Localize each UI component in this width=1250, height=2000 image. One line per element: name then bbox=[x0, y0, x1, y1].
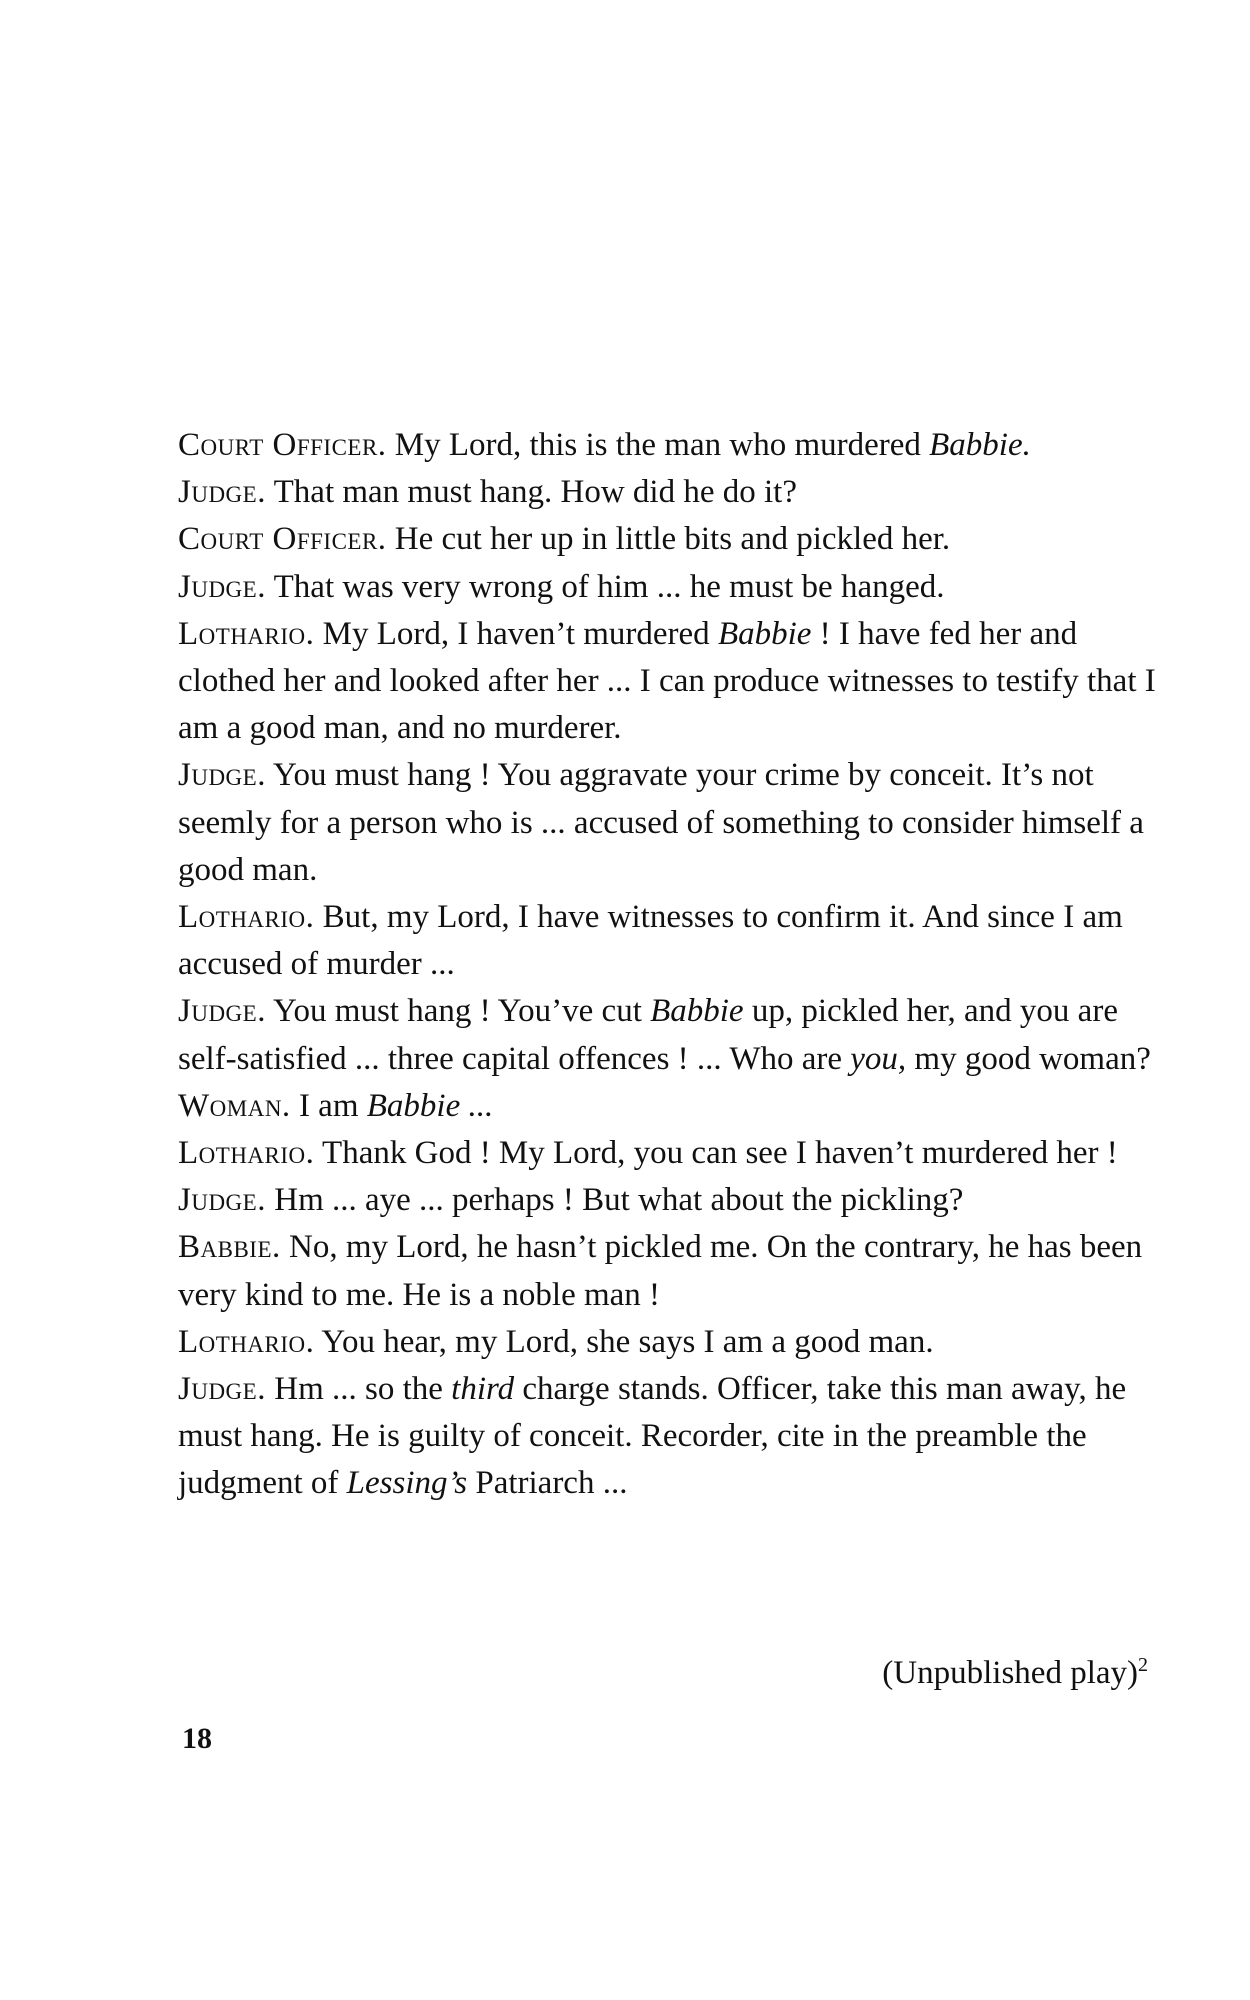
speaker-name: Judge. bbox=[178, 474, 266, 511]
speaker-name: Judge. bbox=[178, 757, 266, 794]
page-number: 18 bbox=[182, 1722, 212, 1755]
speech-text: My Lord, this is the man who murdered Babbie. bbox=[386, 427, 1031, 463]
italic-text: Babbie ... bbox=[366, 1087, 494, 1124]
speech-text: That was very wrong of him ... he must be hanged. bbox=[265, 568, 945, 605]
italic-text: third bbox=[451, 1371, 515, 1408]
speech-text: No, my Lord, he hasn’t pickled me. On the contrary, he has been very kind to me. He is a noble man ! bbox=[178, 1229, 1143, 1313]
speech-text: But, my Lord, I have witnesses to confirm it. And since I am accused of murder ... bbox=[178, 899, 1123, 983]
italic-text: Babbie. bbox=[929, 427, 1031, 463]
dialogue-line bbox=[178, 1130, 1178, 1177]
speaker-name: Lothario. bbox=[178, 1135, 315, 1172]
speech-text: You must hang ! You’ve cut Babbie up, pickled her, and you are self-satisfied ... three capital offences ! ... Who are you, my good woman? bbox=[178, 993, 1151, 1077]
speech-text: He cut her up in little bits and pickled her. bbox=[386, 521, 951, 558]
dialogue-line bbox=[178, 894, 1178, 988]
dialogue-line bbox=[178, 1224, 1178, 1318]
speaker-name: Judge. bbox=[178, 993, 266, 1030]
dialogue-line bbox=[178, 564, 1178, 611]
italic-text: Lessing’s bbox=[346, 1465, 468, 1502]
speech-text: My Lord, I haven’t murdered Babbie ! I have fed her and clothed her and looked after her ... I can produce witnesses to testify that I am a good man, and no murderer. bbox=[178, 615, 1156, 747]
footnote-marker: 2 bbox=[1138, 1654, 1148, 1676]
speaker-name: Court Officer. bbox=[178, 521, 387, 558]
speaker-name: Judge. bbox=[178, 568, 266, 605]
dialogue-line bbox=[178, 469, 1178, 516]
speaker-name: Judge. bbox=[178, 1182, 266, 1219]
dialogue-line bbox=[178, 422, 1178, 469]
speech-text: Thank God ! My Lord, you can see I haven’t murdered her ! bbox=[314, 1135, 1118, 1172]
dialogue-line bbox=[178, 752, 1178, 894]
italic-text: Babbie bbox=[717, 615, 812, 652]
dialogue-line bbox=[178, 1319, 1178, 1366]
speaker-name: Lothario. bbox=[178, 1323, 315, 1360]
dialogue-line bbox=[178, 1177, 1178, 1224]
speaker-name: Lothario. bbox=[178, 615, 315, 652]
speech-text: You hear, my Lord, she says I am a good man. bbox=[314, 1323, 934, 1360]
italic-text: you, bbox=[850, 1040, 907, 1077]
speech-text: You must hang ! You aggravate your crime by conceit. It’s not seemly for a person who is ... accused of something to consider himself a good man. bbox=[178, 757, 1144, 888]
speech-text: Hm ... so the third charge stands. Officer, take this man away, he must hang. He is guilty of conceit. Recorder, cite in the preamble the judgment of Lessing’s Patriarch ... bbox=[178, 1371, 1127, 1502]
dialogue-line bbox=[178, 1366, 1178, 1508]
speaker-name: Lothario. bbox=[178, 899, 315, 936]
speech-text: Hm ... aye ... perhaps ! But what about the pickling? bbox=[265, 1182, 964, 1219]
speaker-name: Judge. bbox=[178, 1371, 266, 1408]
dialogue-line bbox=[178, 516, 1178, 563]
speaker-name: Court Officer. bbox=[178, 427, 387, 463]
dialogue-line bbox=[178, 611, 1178, 753]
dialogue-line bbox=[178, 1083, 1178, 1130]
speaker-name: Woman. bbox=[178, 1087, 291, 1124]
speech-text: That man must hang. How did he do it? bbox=[265, 474, 797, 511]
source-text: (Unpublished play) bbox=[882, 1655, 1138, 1691]
speaker-name: Babbie. bbox=[178, 1229, 281, 1266]
italic-text: Babbie bbox=[650, 993, 744, 1030]
play-dialogue bbox=[178, 422, 1178, 1508]
speech-text: I am Babbie ... bbox=[290, 1087, 494, 1124]
dialogue-line bbox=[178, 988, 1178, 1082]
source-attribution bbox=[882, 1650, 1148, 1697]
